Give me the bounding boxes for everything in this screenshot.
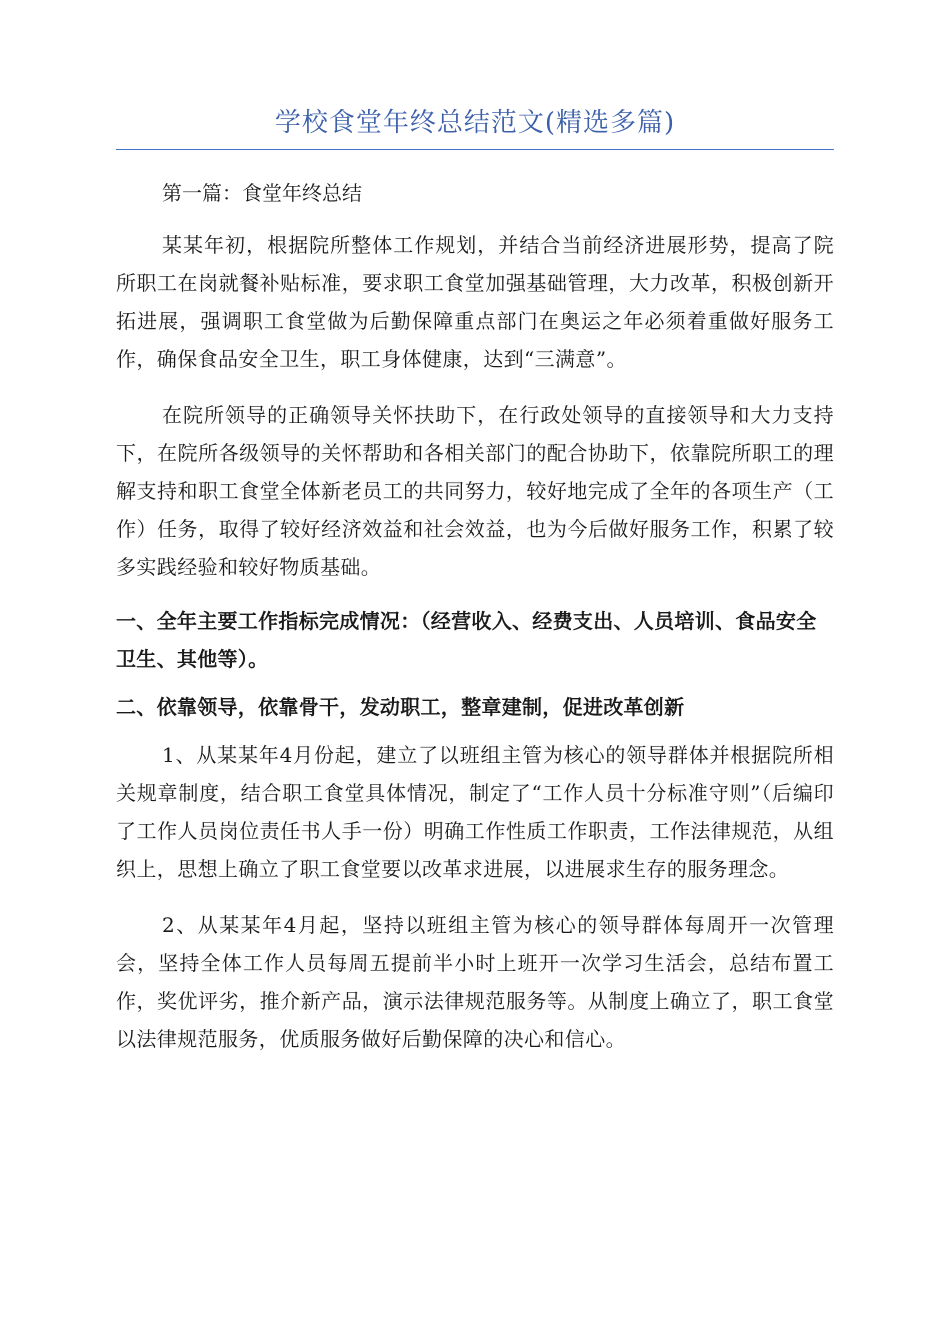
section-label: 第一篇：食堂年终总结: [162, 181, 362, 205]
list-item: 2、从某某年4月起，坚持以班组主管为核心的领导群体每周开一次管理会，坚持全体工作人员每周五提前半小时上班开一次学习生活会，总结布置工作，奖优评劣，推介新产品，演示法律规范服务等。从制度上确立了，职工食堂以法律规范服务，优质服务做好后勤保障的决心和信心。: [116, 913, 834, 1051]
heading-one: 一、全年主要工作指标完成情况：（经营收入、经费支出、人员培训、食品安全卫生、其他等）。: [116, 609, 817, 671]
paragraph-support: 在院所领导的正确领导关怀扶助下，在行政处领导的直接领导和大力支持下，在院所各级领导的关怀帮助和各相关部门的配合协助下，依靠院所职工的理解支持和职工食堂全体新老员工的共同努力，较好地完成了全年的各项生产（工作）任务，取得了较好经济效益和社会效益，也为今后做好服务工作，积累了较多实践经验和较好物质基础。: [116, 403, 834, 579]
paragraph-intro: 某某年初，根据院所整体工作规划，并结合当前经济进展形势，提高了院所职工在岗就餐补贴标准，要求职工食堂加强基础管理，大力改革，积极创新开拓进展，强调职工食堂做为后勤保障重点部门在奥运之年必须着重做好服务工作，确保食品安全卫生，职工身体健康，达到“三满意”。: [116, 233, 834, 371]
heading-two: 二、依靠领导，依靠骨干，发动职工，整章建制，促进改革创新: [116, 695, 685, 719]
document-title: 学校食堂年终总结范文(精选多篇): [116, 106, 834, 150]
document-page: [116, 106, 834, 1058]
list-item: 1、从某某年4月份起，建立了以班组主管为核心的领导群体并根据院所相关规章制度，结合职工食堂具体情况，制定了“工作人员十分标准守则”（后编印了工作人员岗位责任书人手一份）明确工作性质工作职责，工作法律规范，从组织上，思想上确立了职工食堂要以改革求进展，以进展求生存的服务理念。: [116, 743, 834, 881]
